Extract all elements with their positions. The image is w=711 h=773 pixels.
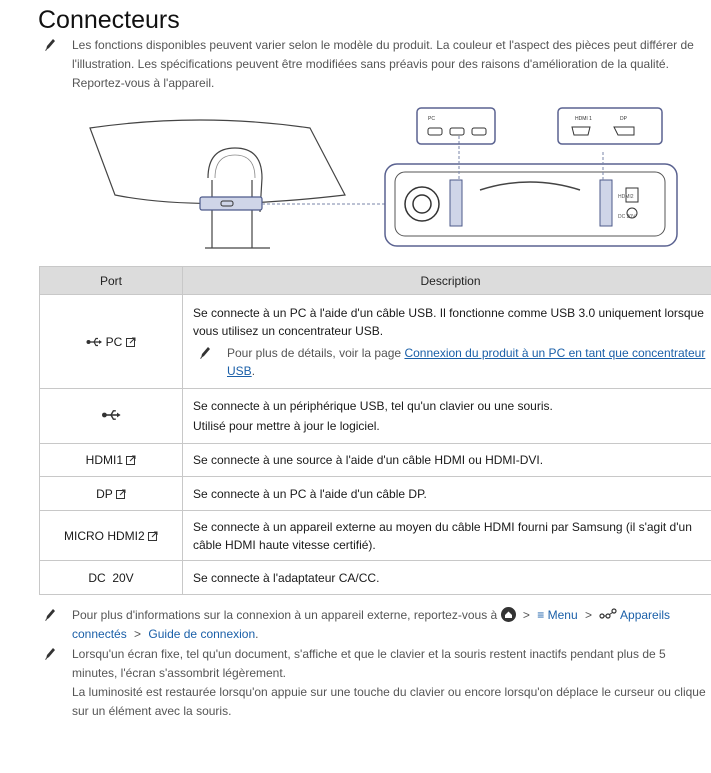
usb-icon <box>86 337 102 347</box>
row-description: Se connecte à un PC à l'aide d'un câble DP. <box>193 486 427 501</box>
port-label: DP <box>96 486 113 501</box>
chevron-right-icon: > <box>134 627 142 641</box>
connection-guide-link[interactable]: Guide de connexion <box>148 627 256 641</box>
port-label: MICRO HDMI2 <box>63 528 145 543</box>
connected-devices-icon <box>599 608 617 620</box>
zoom-box <box>385 164 677 246</box>
table-row <box>40 477 711 511</box>
chevron-right-icon: > <box>522 608 530 622</box>
menu-link[interactable]: Menu <box>547 608 578 622</box>
intro-note: Les fonctions disponibles peuvent varier selon le modèle du produit. La couleur et l'aspect des pièces peut différer de l'illustration. Les spécifications peuvent être modifiées sans préavis pour des raisons d'amélioration de la qualité. Reportez-vous à l'appareil. <box>72 38 694 90</box>
row-subnote: Pour plus de détails, voir la page Connexion du produit à un PC en tant que concentrateur USB. <box>193 344 708 380</box>
connected-devices-link[interactable]: Appareils connectés <box>72 608 671 641</box>
external-device-note: Pour plus d'informations sur la connexion à un appareil externe, reportez-vous à > ≡ Menu > Appareils connectés > Guide de connexion. <box>72 608 671 641</box>
row-description: Se connecte à un PC à l'aide d'un câble USB. Il fonctionne comme USB 3.0 uniquement lorsque vous utilisez un concentrateur USB. <box>193 305 704 338</box>
dimming-note: Lorsqu'un écran fixe, tel qu'un document, s'affiche et que le clavier et la souris restent inactifs pendant plus de 5 minutes, l'écran s'assombrit légèrement. La luminosité est restaurée lorsqu'on appuie sur une touche du clavier ou encore lorsqu'on déplace le curseur ou clique sur un élément avec la souris. <box>72 647 706 718</box>
connector-diagram <box>40 100 680 250</box>
hdmi-dp-callout <box>558 108 662 144</box>
row-description: Se connecte à un appareil externe au moyen du câble HDMI fourni par Samsung (il s'agit d'un câble HDMI haute vitesse certifié). <box>193 519 692 552</box>
ports-table <box>39 266 711 595</box>
row-description: Se connecte à une source à l'aide d'un câble HDMI ou HDMI-DVI. <box>193 453 544 467</box>
row-description: Se connecte à un périphérique USB, tel qu'un clavier ou une souris. <box>193 399 553 413</box>
external-source-icon <box>126 337 136 347</box>
pencil-note-icon <box>44 38 56 52</box>
stand-port-strip <box>200 197 262 210</box>
table-row <box>40 561 711 595</box>
callout-hdmi1-label: HDMI 1 <box>575 116 592 122</box>
monitor-back-outline <box>90 120 345 204</box>
home-icon <box>501 607 516 622</box>
menu-icon: ≡ <box>537 608 545 622</box>
table-row <box>40 295 711 389</box>
port-label: DC 20V <box>88 570 134 585</box>
port-column-header: Port <box>40 267 183 295</box>
external-source-icon <box>116 489 126 499</box>
external-source-icon <box>148 531 158 541</box>
table-row <box>40 444 711 477</box>
usb-icon <box>100 409 122 421</box>
pencil-note-icon <box>44 647 56 661</box>
external-source-icon <box>126 455 136 465</box>
port-label: HDMI1 <box>85 453 123 467</box>
usb-hub-guide-link[interactable]: Connexion du produit à un PC en tant que concentrateur USB <box>227 345 706 378</box>
page-title: Connecteurs <box>38 6 180 34</box>
port-label: PC <box>105 334 123 349</box>
pencil-note-icon <box>199 346 211 360</box>
usb-ports-callout <box>417 108 495 144</box>
back-panel-hdmi2-label: HDMI2 <box>618 194 634 200</box>
callout-pc-label: PC <box>428 116 435 122</box>
table-row <box>40 389 711 444</box>
pencil-note-icon <box>44 608 56 622</box>
row-description: Se connecte à l'adaptateur CA/CC. <box>193 570 380 585</box>
power-button <box>405 187 439 221</box>
description-column-header: Description <box>183 267 711 295</box>
row-description-2: Utilisé pour mettre à jour le logiciel. <box>193 419 380 433</box>
callout-dp-label: DP <box>620 116 627 122</box>
table-row <box>40 511 711 561</box>
back-panel-dc-label: DC 20V <box>618 214 636 220</box>
chevron-right-icon: > <box>584 608 592 622</box>
